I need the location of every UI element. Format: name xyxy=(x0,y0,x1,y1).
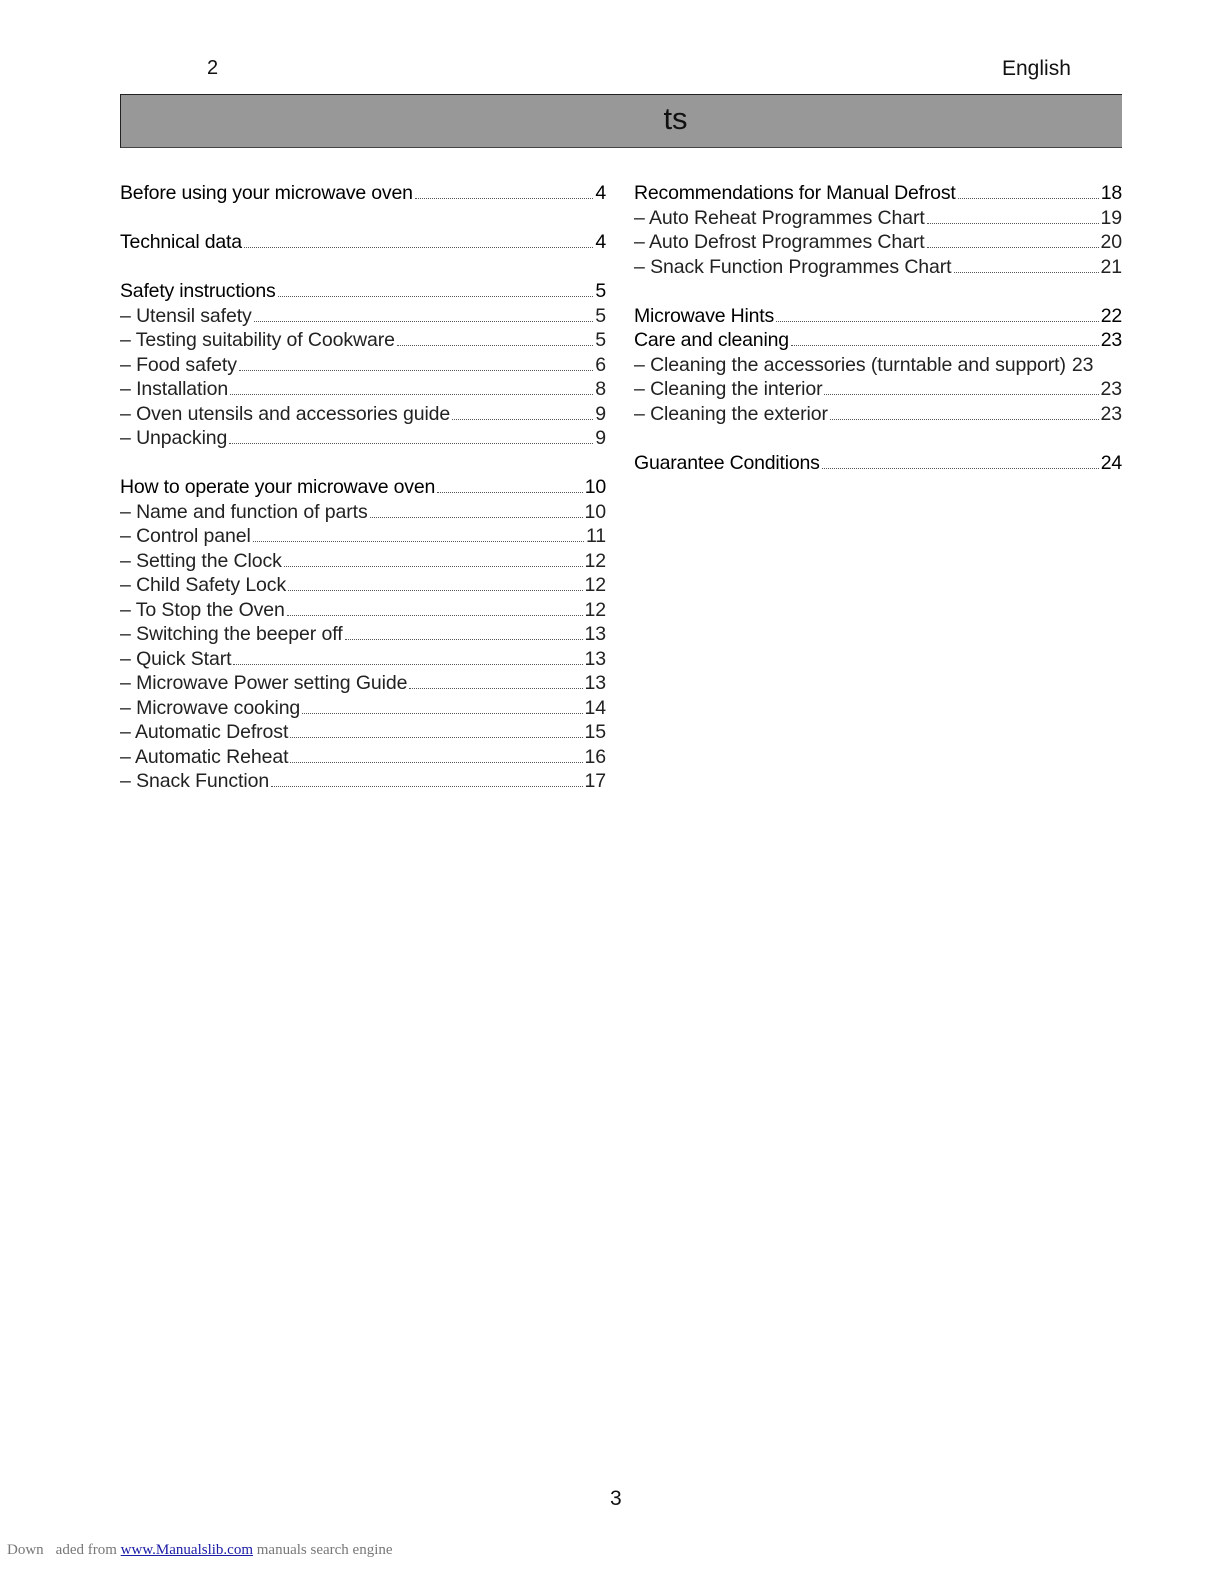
toc-entry-page: 11 xyxy=(585,525,606,547)
toc-entry-page: 4 xyxy=(595,231,606,253)
toc-leader-dots xyxy=(229,443,593,444)
toc-leader-dots xyxy=(437,492,583,493)
toc-leader-dots xyxy=(415,198,594,199)
toc-leader-dots xyxy=(927,247,1099,248)
footer-page-number: 3 xyxy=(610,1487,622,1510)
toc-entry-automatic-reheat xyxy=(120,745,606,770)
toc-leader-dots xyxy=(271,786,582,787)
toc-entry-page: 13 xyxy=(584,623,606,645)
toc-spacer xyxy=(634,279,1122,304)
toc-entry-page: 16 xyxy=(584,745,606,768)
header-language: English xyxy=(1002,57,1071,80)
toc-entry-page: 9 xyxy=(595,427,606,449)
toc-entry-title: How to operate your microwave oven xyxy=(120,476,436,498)
toc-spacer xyxy=(120,255,606,280)
toc-leader-dots xyxy=(958,198,1099,199)
toc-entry-page: 23 xyxy=(1100,329,1122,351)
toc-entry-page: 20 xyxy=(1100,231,1122,253)
toc-entry-cleaning-the-interior xyxy=(634,377,1122,402)
toc-entry-title: – Snack Function Programmes Chart xyxy=(634,255,952,278)
toc-entry-title: – Auto Defrost Programmes Chart xyxy=(634,231,925,253)
toc-leader-dots xyxy=(927,223,1099,224)
toc-entry-page: 5 xyxy=(595,329,606,351)
toc-entry-title: – Utensil safety xyxy=(120,304,252,327)
toc-leader-dots xyxy=(278,296,594,297)
toc-entry-title: – Cleaning the interior xyxy=(634,378,823,400)
toc-right-column xyxy=(634,181,1122,475)
toc-entry-title: – Automatic Reheat xyxy=(120,745,289,768)
toc-entry-title: Microwave Hints xyxy=(634,304,775,327)
toc-leader-dots xyxy=(830,419,1099,420)
toc-leader-dots xyxy=(370,517,583,518)
toc-entry-page: 13 xyxy=(584,647,606,670)
toc-leader-dots xyxy=(233,664,582,665)
toc-entry-unpacking xyxy=(120,426,606,451)
toc-entry-title: – Unpacking xyxy=(120,427,228,449)
toc-entry-microwave-cooking xyxy=(120,696,606,721)
header-page-number: 2 xyxy=(207,57,219,79)
toc-entry-child-safety-lock xyxy=(120,573,606,598)
toc-entry-to-stop-the-oven xyxy=(120,598,606,623)
toc-entry-safety-instructions xyxy=(120,279,606,304)
toc-entry-page: 9 xyxy=(595,402,606,425)
toc-entry-title: – Quick Start xyxy=(120,647,232,670)
toc-leader-dots xyxy=(244,247,593,248)
toc-leader-dots xyxy=(954,272,1099,273)
toc-leader-dots xyxy=(409,688,582,689)
toc-entry-page: 14 xyxy=(584,696,606,719)
toc-entry-title: – Setting the Clock xyxy=(120,549,282,572)
toc-entry-page: 6 xyxy=(595,353,606,376)
toc-leader-dots xyxy=(791,345,1099,346)
toc-entry-page: 24 xyxy=(1100,451,1122,474)
toc-entry-title: – Snack Function xyxy=(120,770,270,792)
toc-entry-page: 22 xyxy=(1100,304,1122,327)
toc-entry-page: 5 xyxy=(595,280,606,302)
toc-entry-utensil-safety xyxy=(120,304,606,329)
download-suffix: manuals search engine xyxy=(256,1542,393,1558)
toc-entry-title: Before using your microwave oven xyxy=(120,182,413,204)
toc-entry-title: – Control panel xyxy=(120,525,251,547)
toc-leader-dots xyxy=(287,615,583,616)
toc-left-column xyxy=(120,181,606,794)
toc-entry-title: – Installation xyxy=(120,378,229,400)
toc-leader-dots xyxy=(452,419,593,420)
toc-entry-page: 23 xyxy=(1100,402,1122,425)
toc-entry-title: – Oven utensils and accessories guide xyxy=(120,402,451,425)
toc-entry-title: – Cleaning the exterior xyxy=(634,402,828,425)
toc-entry-installation xyxy=(120,377,606,402)
toc-entry-setting-the-clock xyxy=(120,549,606,574)
toc-leader-dots xyxy=(824,394,1098,395)
toc-entry-recommendations-for-manual-defrost xyxy=(634,181,1122,206)
toc-entry-microwave-hints xyxy=(634,304,1122,329)
toc-entry-page: 18 xyxy=(1100,182,1122,204)
toc-entry-how-to-operate-your-microwave-oven xyxy=(120,475,606,500)
toc-entry-title: – Cleaning the accessories (turntable and support) xyxy=(634,353,1066,376)
toc-entry-food-safety xyxy=(120,353,606,378)
toc-leader-dots xyxy=(397,345,593,346)
banner-title: ts xyxy=(663,101,688,136)
toc-entry-name-and-function-of-parts xyxy=(120,500,606,525)
toc-entry-title: Recommendations for Manual Defrost xyxy=(634,182,956,204)
toc-entry-page: 17 xyxy=(584,770,606,792)
toc-entry-title: – Automatic Defrost xyxy=(120,721,289,743)
toc-entry-guarantee-conditions xyxy=(634,451,1122,476)
toc-entry-title: Technical data xyxy=(120,231,242,253)
toc-leader-dots xyxy=(239,370,593,371)
toc-entry-title: – Testing suitability of Cookware xyxy=(120,329,395,351)
toc-leader-dots xyxy=(284,566,583,567)
toc-entry-page: 8 xyxy=(595,378,606,400)
toc-entry-title: – Microwave Power setting Guide xyxy=(120,672,408,694)
toc-entry-page: 12 xyxy=(584,574,606,596)
toc-leader-dots xyxy=(822,468,1099,469)
toc-leader-dots xyxy=(302,713,582,714)
toc-entry-title: – Auto Reheat Programmes Chart xyxy=(634,206,925,229)
toc-entry-microwave-power-setting-guide xyxy=(120,671,606,696)
manualslib-link[interactable]: www.Manualslib.com xyxy=(120,1542,253,1558)
download-notice xyxy=(7,1542,393,1559)
toc-spacer xyxy=(120,206,606,231)
toc-entry-page: 13 xyxy=(584,672,606,694)
toc-entry-technical-data xyxy=(120,230,606,255)
toc-leader-dots xyxy=(230,394,593,395)
toc-leader-dots xyxy=(345,639,583,640)
download-prefix-2: aded from xyxy=(55,1542,117,1558)
toc-entry-title: Guarantee Conditions xyxy=(634,451,820,474)
toc-entry-cleaning-the-exterior xyxy=(634,402,1122,427)
toc-entry-control-panel xyxy=(120,524,606,549)
toc-entry-snack-function-programmes-chart xyxy=(634,255,1122,280)
download-prefix-1: Down xyxy=(7,1542,44,1558)
toc-spacer xyxy=(120,451,606,476)
toc-entry-snack-function xyxy=(120,769,606,794)
toc-entry-page: 10 xyxy=(584,500,606,523)
toc-entry-title: – Food safety xyxy=(120,353,237,376)
toc-entry-page: 12 xyxy=(584,549,606,572)
toc-entry-page: 23 xyxy=(1071,353,1094,376)
toc-entry-title: – Name and function of parts xyxy=(120,500,368,523)
toc-entry-page: 21 xyxy=(1100,255,1122,278)
toc-entry-auto-reheat-programmes-chart xyxy=(634,206,1122,231)
section-banner xyxy=(120,94,1122,148)
toc-entry-page: 10 xyxy=(584,476,606,498)
toc-entry-title: – Child Safety Lock xyxy=(120,574,287,596)
toc-entry-page: 12 xyxy=(584,598,606,621)
toc-entry-title: – Switching the beeper off xyxy=(120,623,343,645)
toc-spacer xyxy=(634,426,1122,451)
toc-entry-page: 5 xyxy=(595,304,606,327)
toc-entry-care-and-cleaning xyxy=(634,328,1122,353)
toc-entry-title: Safety instructions xyxy=(120,280,276,302)
toc-leader-dots xyxy=(253,541,584,542)
toc-entry-title: – To Stop the Oven xyxy=(120,598,285,621)
toc-entry-automatic-defrost xyxy=(120,720,606,745)
toc-leader-dots xyxy=(776,321,1099,322)
toc-entry-oven-utensils-and-accessories-guide xyxy=(120,402,606,427)
toc-leader-dots xyxy=(288,590,582,591)
toc-entry-page: 19 xyxy=(1100,206,1122,229)
toc-entry-testing-suitability-of-cookware xyxy=(120,328,606,353)
toc-entry-title: – Microwave cooking xyxy=(120,696,301,719)
toc-entry-page: 4 xyxy=(595,182,606,204)
toc-entry-auto-defrost-programmes-chart xyxy=(634,230,1122,255)
toc-leader-dots xyxy=(290,762,582,763)
toc-leader-dots xyxy=(254,321,594,322)
toc-entry-before-using-your-microwave-oven xyxy=(120,181,606,206)
toc-entry-switching-the-beeper-off xyxy=(120,622,606,647)
toc-entry-page: 15 xyxy=(584,721,606,743)
toc-entry-quick-start xyxy=(120,647,606,672)
toc-entry-title: Care and cleaning xyxy=(634,329,789,351)
toc-entry-cleaning-the-accessories-turntable-and-support xyxy=(634,353,1122,378)
toc-leader-dots xyxy=(290,737,582,738)
toc-entry-page: 23 xyxy=(1100,378,1122,400)
